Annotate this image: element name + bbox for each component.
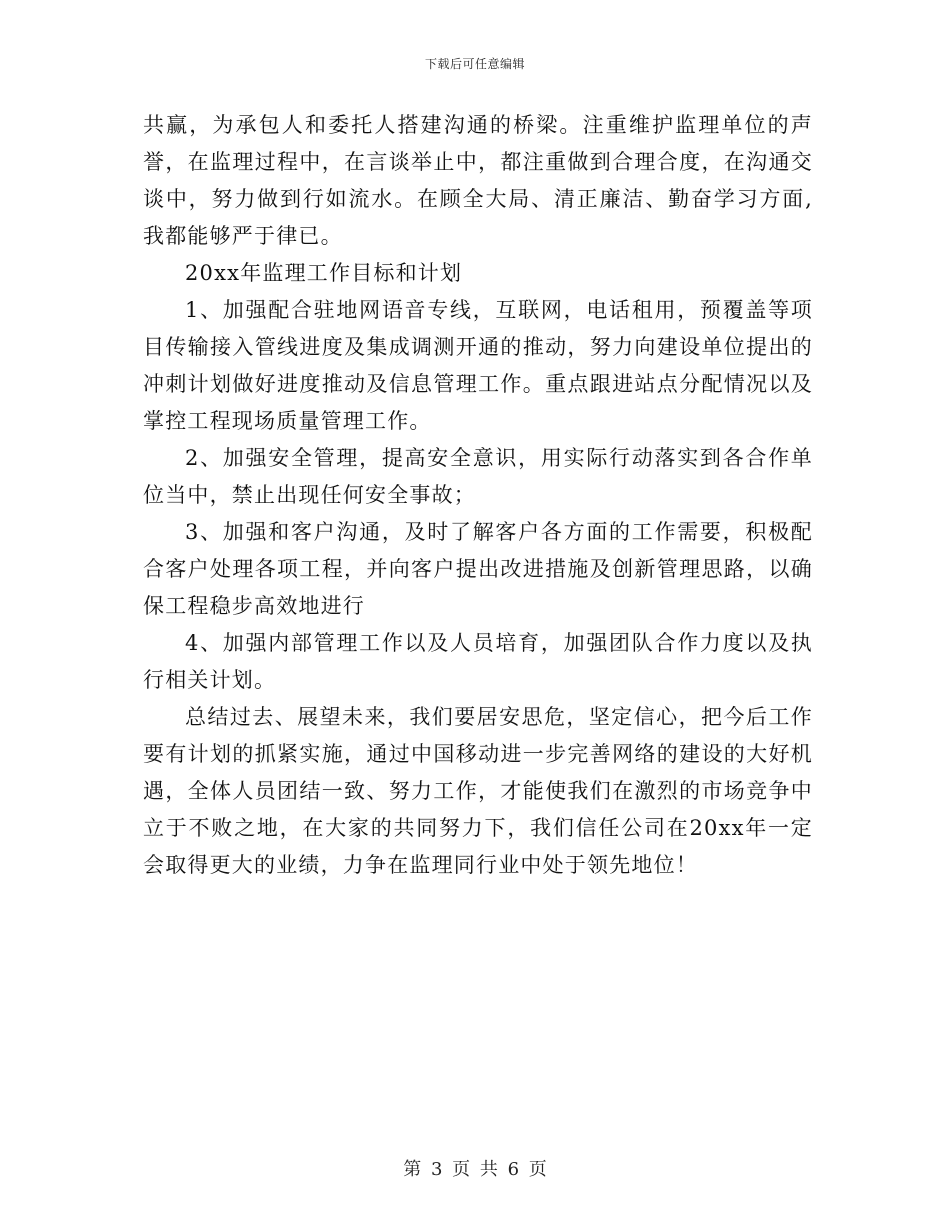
paragraph-item-3: 3、加强和客户沟通，及时了解客户各方面的工作需要，积极配合客户处理各项工程，并向客户提出改进措施及创新管理思路，以确保工程稳步高效地进行 xyxy=(143,520,813,618)
paragraph-item-2: 2、加强安全管理，提高安全意识，用实际行动落实到各合作单位当中，禁止出现任何安全事故； xyxy=(143,446,813,507)
paragraph-summary: 总结过去、展望未来，我们要居安思危，坚定信心，把今后工作要有计划的抓紧实施，通过中国移动进一步完善网络的建设的大好机遇，全体人员团结一致、努力工作，才能使我们在激烈的市场竞争中立于不败之地，在大家的共同努力下，我们信任公司在20xx年一定会取得更大的业绩，力争在监理同行业中处于领先地位！ xyxy=(143,705,813,877)
paragraph-item-1: 1、加强配合驻地网语音专线，互联网，电话租用，预覆盖等项目传输接入管线进度及集成调测开通的推动，努力向建设单位提出的冲刺计划做好进度推动及信息管理工作。重点跟进站点分配情况以及掌控工程现场质量管理工作。 xyxy=(143,298,813,433)
page-number: 第 3 页 共 6 页 xyxy=(403,1159,547,1180)
header-note: 下载后可任意编辑 xyxy=(424,57,525,71)
paragraph-1: 共赢，为承包人和委托人搭建沟通的桥梁。注重维护监理单位的声誉，在监理过程中，在言谈举止中，都注重做到合理合度，在沟通交谈中，努力做到行如流水。在顾全大局、清正廉洁、勤奋学习方面,我都能够严于律已。 xyxy=(143,113,813,248)
document-body xyxy=(143,107,813,884)
paragraph-item-4: 4、加强内部管理工作以及人员培育，加强团队合作力度以及执行相关计划。 xyxy=(143,631,813,692)
section-heading: 20xx年监理工作目标和计划 xyxy=(185,261,463,285)
